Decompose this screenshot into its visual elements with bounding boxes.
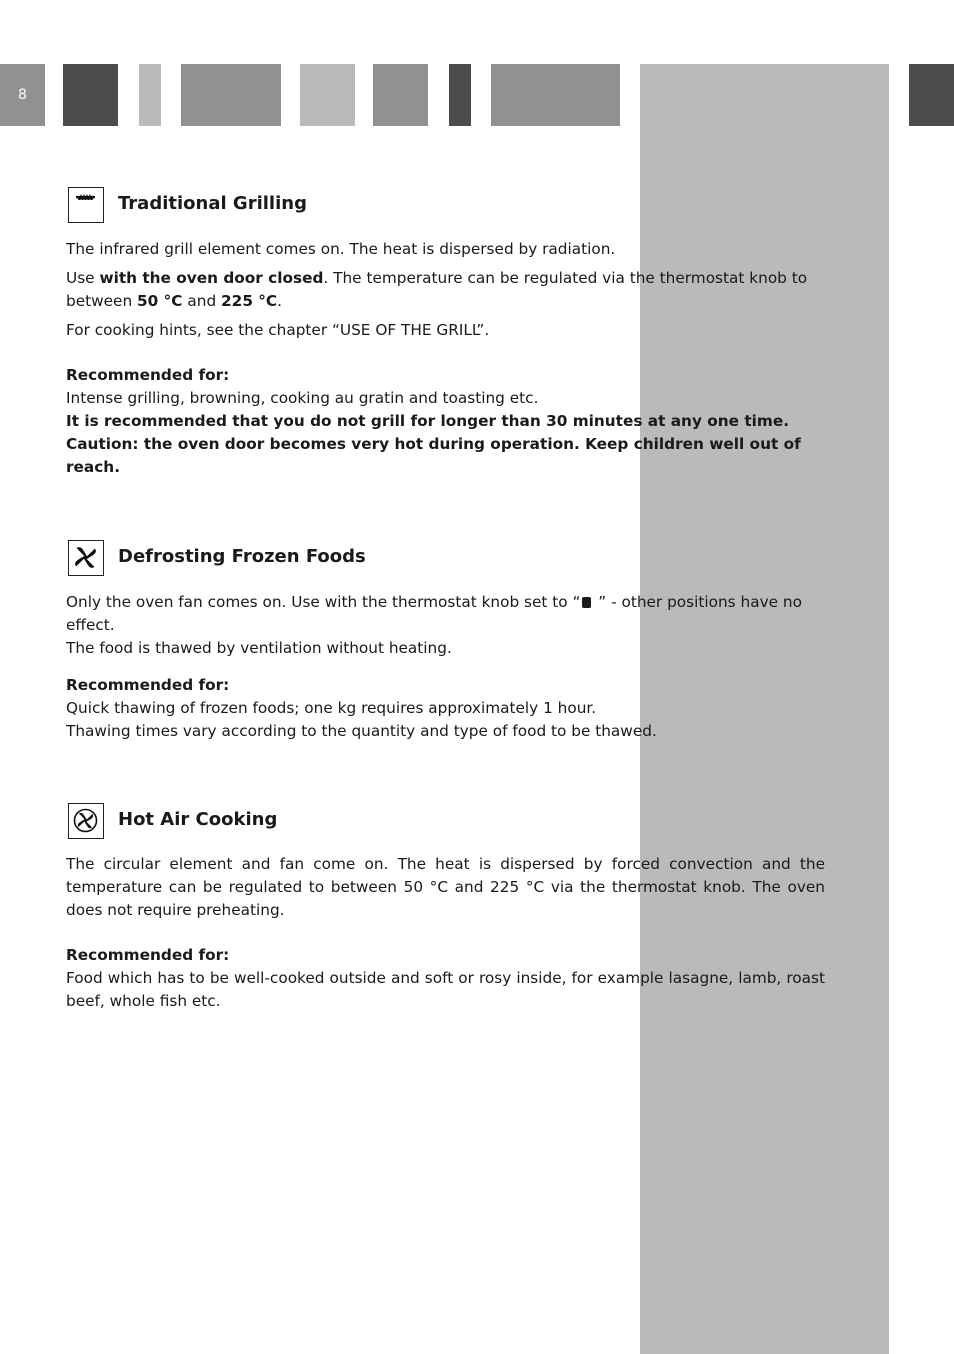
recommended-text: Intense grilling, browning, cooking au gratin and toasting etc. — [66, 389, 539, 407]
circular-fan-icon — [68, 803, 104, 839]
paragraph: The food is thawed by ventilation without heating. — [66, 639, 452, 657]
section-title: Hot Air Cooking — [118, 809, 278, 830]
page-number: 8 — [0, 64, 45, 126]
recommended-text: Food which has to be well-cooked outside and soft or rosy inside, for example lasagne, lamb, roast beef, whole fish etc. — [66, 969, 825, 1010]
warning-text: It is recommended that you do not grill for longer than 30 minutes at any one time. — [66, 412, 790, 430]
header-block — [449, 64, 471, 126]
section-heading — [66, 540, 825, 580]
recommended-text: Quick thawing of frozen foods; one kg requires approximately 1 hour. — [66, 699, 597, 717]
header-block — [373, 64, 428, 126]
recommended-text: Thawing times vary according to the quantity and type of food to be thawed. — [66, 722, 657, 740]
section-heading — [66, 187, 825, 227]
paragraph: The circular element and fan come on. The heat is dispersed by forced convection and the temperature can be regulated to between 50 °C and 225 °C via the thermostat knob. The oven does not require preheating. — [66, 855, 825, 919]
section-hot-air-cooking — [66, 803, 825, 1013]
recommended-label: Recommended for: — [66, 946, 230, 964]
header-block — [909, 64, 954, 126]
knob-position-icon — [582, 597, 591, 608]
section-heading — [66, 803, 825, 843]
header-block — [491, 64, 620, 126]
header-block — [181, 64, 281, 126]
recommended-label: Recommended for: — [66, 676, 230, 694]
paragraph: For cooking hints, see the chapter “USE OF THE GRILL”. — [66, 321, 490, 339]
section-traditional-grilling — [66, 187, 825, 479]
recommended-label: Recommended for: — [66, 366, 230, 384]
caution-text: Caution: the oven door becomes very hot during operation. Keep children well out of reach. — [66, 435, 801, 476]
section-title: Defrosting Frozen Foods — [118, 546, 366, 567]
header-block — [139, 64, 161, 126]
paragraph: Use with the oven door closed. The temperature can be regulated via the thermostat knob to between 50 °C and 225 °C. — [66, 269, 808, 310]
fan-icon — [68, 540, 104, 576]
paragraph: The infrared grill element comes on. The heat is dispersed by radiation. — [66, 240, 616, 258]
section-defrosting — [66, 540, 825, 743]
header-block — [300, 64, 355, 126]
header-block — [63, 64, 118, 126]
top-grill-icon — [68, 187, 104, 223]
section-title: Traditional Grilling — [118, 193, 307, 214]
paragraph: Only the oven fan comes on. Use with the thermostat knob set to “ ” - other positions have no effect. — [66, 593, 802, 634]
